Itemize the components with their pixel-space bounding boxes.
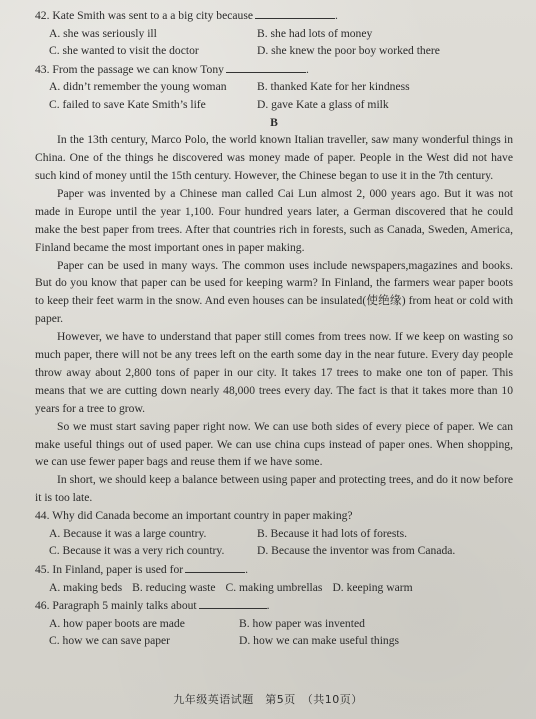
options-row: [49, 42, 513, 60]
question-stem: [35, 60, 513, 79]
passage-paragraph-6: In short, we should keep a balance between using paper and protecting trees, and do it now before it is too late.: [35, 473, 513, 505]
option-b: B. thanked Kate for her kindness: [257, 80, 410, 94]
option-c: C. Because it was a very rich country.: [49, 544, 225, 558]
question-44: [35, 507, 513, 560]
answer-blank: [255, 6, 335, 19]
option-c: C. making umbrellas: [225, 580, 323, 594]
passage-paragraph-5: So we must start saving paper right now. We can use both sides of every piece of paper. We can make useful things out of used paper. We can use china cups instead of paper ones. When shopping, we can use fewer paper bags and reuse them if we have some.: [35, 419, 513, 469]
question-stem-text: 45. In Finland, paper is used for: [35, 562, 184, 576]
option-d: D. Because the inventor was from Canada.: [257, 544, 456, 558]
option-c: C. she wanted to visit the doctor: [49, 44, 199, 58]
answer-blank: [226, 60, 306, 73]
option-b: B. reducing waste: [132, 580, 216, 594]
option-d: D. keeping warm: [332, 580, 413, 594]
option-b: B. she had lots of money: [257, 26, 373, 40]
question-stem-text: 46. Paragraph 5 mainly talks about: [35, 599, 197, 613]
question-42: [35, 6, 513, 60]
question-stem: 44. Why did Canada become an important country in paper making?: [35, 509, 353, 523]
passage-paragraph-3: Paper can be used in many ways. The common uses include newspapers,magazines and books. But do you know that paper can be used for keeping warm? In Finland, the farmers wear paper boots to keep their feet warm in the snow. And even houses can be insulated(使绝缘) from heat or cold with paper.: [35, 258, 513, 326]
options-row: [49, 96, 513, 114]
question-stem: [35, 560, 513, 579]
option-b: B. how paper was invented: [239, 616, 365, 630]
page-footer: 九年级英语试题 第5页 （共10页）: [173, 693, 363, 706]
option-a: A. making beds: [49, 580, 123, 594]
question-46: [35, 596, 513, 650]
option-a: A. how paper boots are made: [49, 616, 185, 630]
options-row: [49, 25, 513, 43]
option-c: C. how we can save paper: [49, 634, 171, 648]
options-row: [49, 579, 513, 597]
question-stem-text: 42. Kate Smith was sent to a a big city because: [35, 9, 253, 22]
question-stem: [35, 6, 513, 25]
question-43: [35, 60, 513, 114]
passage-paragraph-2: Paper was invented by a Chinese man called Cai Lun almost 2, 000 years ago. But it was not made in Europe until the year 1,100. Four hundred years later, a German discovered that he could make the best paper from trees. After that countries rich in forests, such as Canada, Sweden, America, Finland became the most important ones in paper making.: [35, 186, 513, 254]
question-45: [35, 560, 513, 596]
option-a: A. she was seriously ill: [49, 26, 157, 40]
option-d: D. how we can make useful things: [239, 634, 400, 648]
options-row: [49, 632, 513, 650]
option-c: C. failed to save Kate Smith’s life: [49, 97, 206, 111]
passage-paragraph-4: However, we have to understand that paper still comes from trees now. If we keep on wasting so much paper, there will not be any trees left on the earth some day in the near future. Every day people throw away about 2,800 tons of paper in our city. It takes 17 trees to make one ton of paper. This means that we are cutting down nearly 48,000 trees every day. The fact is that it takes more than 10 years for a tree to grow.: [35, 330, 513, 415]
options-row: [49, 542, 513, 560]
options-row: [49, 78, 513, 96]
option-d: D. she knew the poor boy worked there: [257, 44, 440, 58]
answer-blank: [199, 596, 267, 609]
options-row: [49, 615, 513, 633]
section-title: B: [270, 115, 278, 129]
question-stem: [35, 596, 513, 615]
stem-end: .: [334, 9, 338, 22]
answer-blank: [185, 560, 245, 573]
stem-end: .: [305, 62, 309, 76]
question-stem-text: 43. From the passage we can know Tony: [35, 62, 224, 76]
option-d: D. gave Kate a glass of milk: [257, 97, 389, 111]
page-content: [35, 6, 513, 650]
option-a: A. didn’t remember the young woman: [49, 80, 227, 94]
stem-end: .: [245, 562, 249, 576]
options-row: [49, 525, 513, 543]
passage-paragraph-1: In the 13th century, Marco Polo, the world known Italian traveller, saw many wonderful things in China. One of the things he discovered was money made of paper. People in the West did not have such kind of money until the 15th century. However, the Chinese began to use it in the 7th century.: [35, 133, 513, 182]
option-a: A. Because it was a large country.: [49, 526, 207, 540]
option-b: B. Because it had lots of forests.: [257, 526, 408, 540]
reading-passage: [35, 131, 513, 507]
stem-end: .: [266, 599, 270, 613]
